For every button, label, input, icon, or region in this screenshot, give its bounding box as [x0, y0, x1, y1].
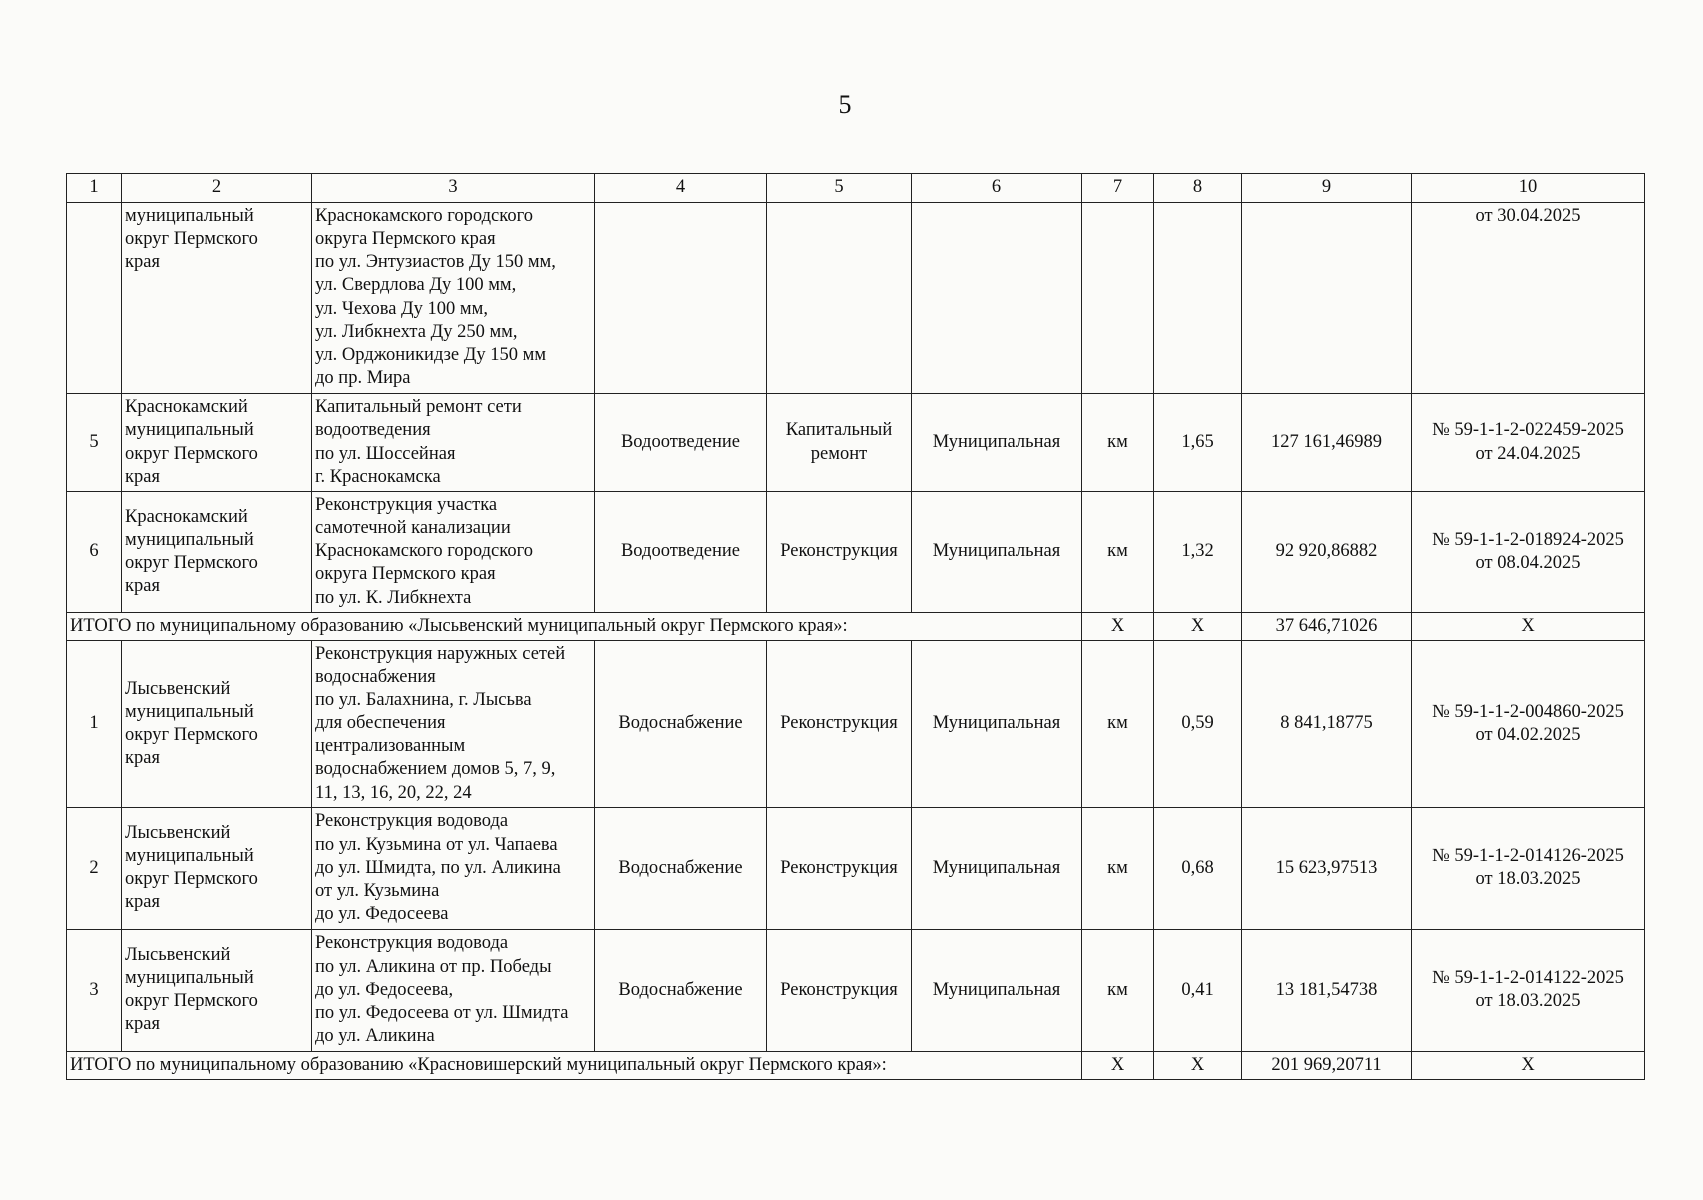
total-cost: 37 646,71026 [1242, 612, 1412, 640]
empty-cell [1154, 203, 1242, 394]
header-cell: 2 [122, 174, 312, 203]
empty-cell [767, 203, 912, 394]
header-cell: 8 [1154, 174, 1242, 203]
table-row [67, 807, 1645, 929]
total-col8: X [1154, 1051, 1242, 1079]
quantity-cell: 1,32 [1154, 492, 1242, 613]
empty-cell [912, 203, 1082, 394]
row-number: 5 [67, 394, 122, 492]
cost-cell: 13 181,54738 [1242, 929, 1412, 1051]
header-cell: 1 [67, 174, 122, 203]
table-row [67, 203, 1645, 394]
total-row [67, 1051, 1645, 1079]
cost-cell: 127 161,46989 [1242, 394, 1412, 492]
work-type-cell: Капитальный ремонт [767, 394, 912, 492]
ownership-cell: Муниципальная [912, 807, 1082, 929]
system-cell: Водоснабжение [595, 807, 767, 929]
total-row [67, 612, 1645, 640]
municipality-cell: Краснокамский муниципальный округ Пермского края [122, 394, 312, 492]
document-cell: № 59-1-1-2-022459-2025 от 24.04.2025 [1412, 394, 1645, 492]
object-cell: Краснокамского городского округа Пермского края по ул. Энтузиастов Ду 150 мм, ул. Свердлова Ду 100 мм, ул. Чехова Ду 100 мм, ул. Либкнехта Ду 250 мм, ул. Орджоникидзе Ду 150 мм до пр. Мира [312, 203, 595, 394]
header-cell: 3 [312, 174, 595, 203]
quantity-cell: 1,65 [1154, 394, 1242, 492]
object-cell: Реконструкция участка самотечной канализации Краснокамского городского округа Пермского края по ул. К. Либкнехта [312, 492, 595, 613]
row-number: 2 [67, 807, 122, 929]
table-row [67, 640, 1645, 807]
ownership-cell: Муниципальная [912, 492, 1082, 613]
document-cell: № 59-1-1-2-014126-2025 от 18.03.2025 [1412, 807, 1645, 929]
work-type-cell: Реконструкция [767, 492, 912, 613]
municipality-cell: муниципальный округ Пермского края [122, 203, 312, 394]
total-col8: X [1154, 612, 1242, 640]
empty-cell [67, 203, 122, 394]
empty-cell [1082, 203, 1154, 394]
document-cell: № 59-1-1-2-004860-2025 от 04.02.2025 [1412, 640, 1645, 807]
page-number: 5 [838, 90, 852, 119]
system-cell: Водоснабжение [595, 640, 767, 807]
empty-cell [595, 203, 767, 394]
row-number: 1 [67, 640, 122, 807]
work-type-cell: Реконструкция [767, 640, 912, 807]
ownership-cell: Муниципальная [912, 394, 1082, 492]
work-type-cell: Реконструкция [767, 807, 912, 929]
total-cost: 201 969,20711 [1242, 1051, 1412, 1079]
municipality-cell: Краснокамский муниципальный округ Пермского края [122, 492, 312, 613]
total-col10: X [1412, 1051, 1645, 1079]
total-col10: X [1412, 612, 1645, 640]
municipality-cell: Лысьвенский муниципальный округ Пермского края [122, 640, 312, 807]
system-cell: Водоотведение [595, 394, 767, 492]
system-cell: Водоотведение [595, 492, 767, 613]
unit-cell: км [1082, 394, 1154, 492]
total-col7: X [1082, 612, 1154, 640]
object-cell: Реконструкция наружных сетей водоснабжения по ул. Балахнина, г. Лысьва для обеспечения централизованным водоснабжением домов 5, 7, 9, 11, 13, 16, 20, 22, 24 [312, 640, 595, 807]
cost-cell: 92 920,86882 [1242, 492, 1412, 613]
header-cell: 5 [767, 174, 912, 203]
document-cell: от 30.04.2025 [1412, 203, 1645, 394]
system-cell: Водоснабжение [595, 929, 767, 1051]
work-type-cell: Реконструкция [767, 929, 912, 1051]
header-cell: 7 [1082, 174, 1154, 203]
project-table [66, 173, 1645, 1080]
row-number: 6 [67, 492, 122, 613]
row-number: 3 [67, 929, 122, 1051]
header-cell: 9 [1242, 174, 1412, 203]
total-label: ИТОГО по муниципальному образованию «Лысьвенский муниципальный округ Пермского края»: [67, 612, 1082, 640]
cost-cell: 15 623,97513 [1242, 807, 1412, 929]
header-cell: 4 [595, 174, 767, 203]
header-cell: 10 [1412, 174, 1645, 203]
total-label: ИТОГО по муниципальному образованию «Красновишерский муниципальный округ Пермского края»: [67, 1051, 1082, 1079]
ownership-cell: Муниципальная [912, 929, 1082, 1051]
unit-cell: км [1082, 640, 1154, 807]
object-cell: Реконструкция водовода по ул. Кузьмина от ул. Чапаева до ул. Шмидта, по ул. Аликина от ул. Кузьмина до ул. Федосеева [312, 807, 595, 929]
empty-cell [1242, 203, 1412, 394]
document-cell: № 59-1-1-2-018924-2025 от 08.04.2025 [1412, 492, 1645, 613]
municipality-cell: Лысьвенский муниципальный округ Пермского края [122, 929, 312, 1051]
quantity-cell: 0,41 [1154, 929, 1242, 1051]
unit-cell: км [1082, 807, 1154, 929]
cost-cell: 8 841,18775 [1242, 640, 1412, 807]
quantity-cell: 0,68 [1154, 807, 1242, 929]
document-cell: № 59-1-1-2-014122-2025 от 18.03.2025 [1412, 929, 1645, 1051]
object-cell: Капитальный ремонт сети водоотведения по ул. Шоссейная г. Краснокамска [312, 394, 595, 492]
header-cell: 6 [912, 174, 1082, 203]
unit-cell: км [1082, 492, 1154, 613]
table-row [67, 492, 1645, 613]
table-row [67, 394, 1645, 492]
table-row [67, 929, 1645, 1051]
object-cell: Реконструкция водовода по ул. Аликина от пр. Победы до ул. Федосеева, по ул. Федосеева от ул. Шмидта до ул. Аликина [312, 929, 595, 1051]
ownership-cell: Муниципальная [912, 640, 1082, 807]
municipality-cell: Лысьвенский муниципальный округ Пермского края [122, 807, 312, 929]
header-row [67, 174, 1645, 203]
quantity-cell: 0,59 [1154, 640, 1242, 807]
unit-cell: км [1082, 929, 1154, 1051]
total-col7: X [1082, 1051, 1154, 1079]
